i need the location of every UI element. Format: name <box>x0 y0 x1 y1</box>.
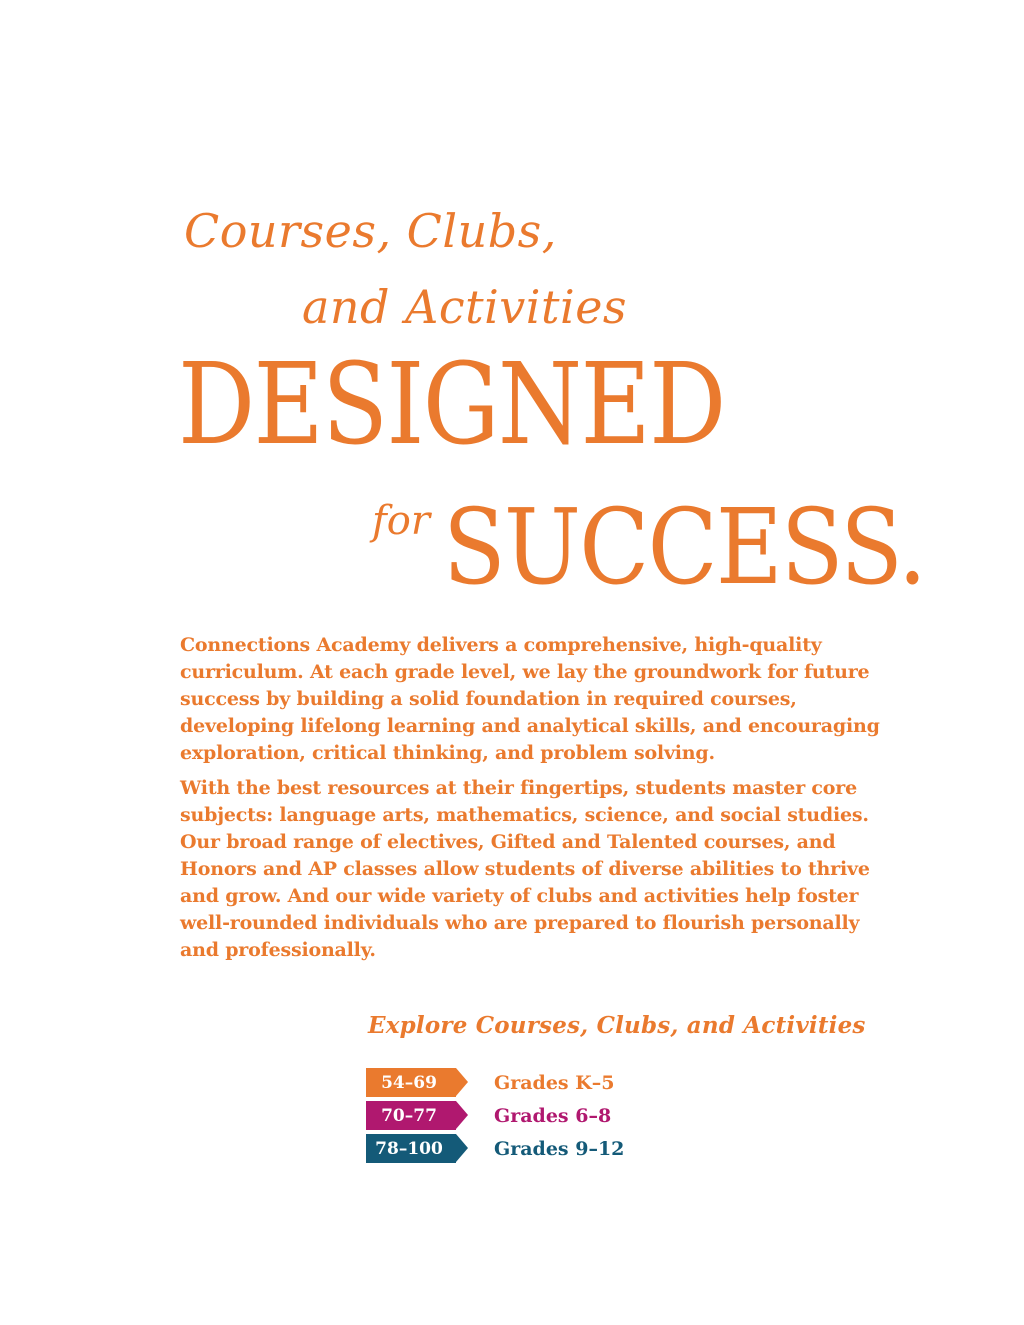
headline <box>0 0 1024 620</box>
page-range-tag: 70–77 <box>366 1101 456 1130</box>
page-range-tag: 78–100 <box>366 1134 456 1163</box>
page-range-tag: 54–69 <box>366 1068 456 1097</box>
grade-label: Grades 6–8 <box>494 1104 612 1127</box>
body-paragraph-1: Connections Academy delivers a comprehensive, high-quality curriculum. At each grade level, we lay the groundwork for future success by building a solid foundation in required courses, developing lifelong learning and analytical skills, and encouraging exploration, critical thinking, and problem solving. <box>180 634 880 764</box>
grade-row-9-12[interactable] <box>366 1132 786 1165</box>
body-paragraph-2: With the best resources at their fingertips, students master core subjects: language arts, mathematics, science, and social studies. Our broad range of electives, Gifted and Talented courses, and Honors and AP classes allow students of diverse abilities to thrive and grow. And our wide variety of clubs and activities help foster well-rounded individuals who are prepared to flourish personally and professionally. <box>180 777 870 961</box>
headline-for: for <box>372 498 431 544</box>
explore-title: Explore Courses, Clubs, and Activities <box>368 1012 866 1039</box>
headline-script-line-2: and Activities <box>302 280 628 334</box>
grade-row-k5[interactable] <box>366 1066 786 1099</box>
body-copy <box>180 632 890 972</box>
grade-page-index <box>366 1066 786 1165</box>
headline-script-line-1: Courses, Clubs, <box>184 204 557 258</box>
grade-label: Grades 9–12 <box>494 1137 625 1160</box>
headline-designed: DESIGNED <box>178 340 725 470</box>
grade-row-6-8[interactable] <box>366 1099 786 1132</box>
headline-success: SUCCESS. <box>443 486 926 608</box>
grade-label: Grades K–5 <box>494 1071 615 1094</box>
